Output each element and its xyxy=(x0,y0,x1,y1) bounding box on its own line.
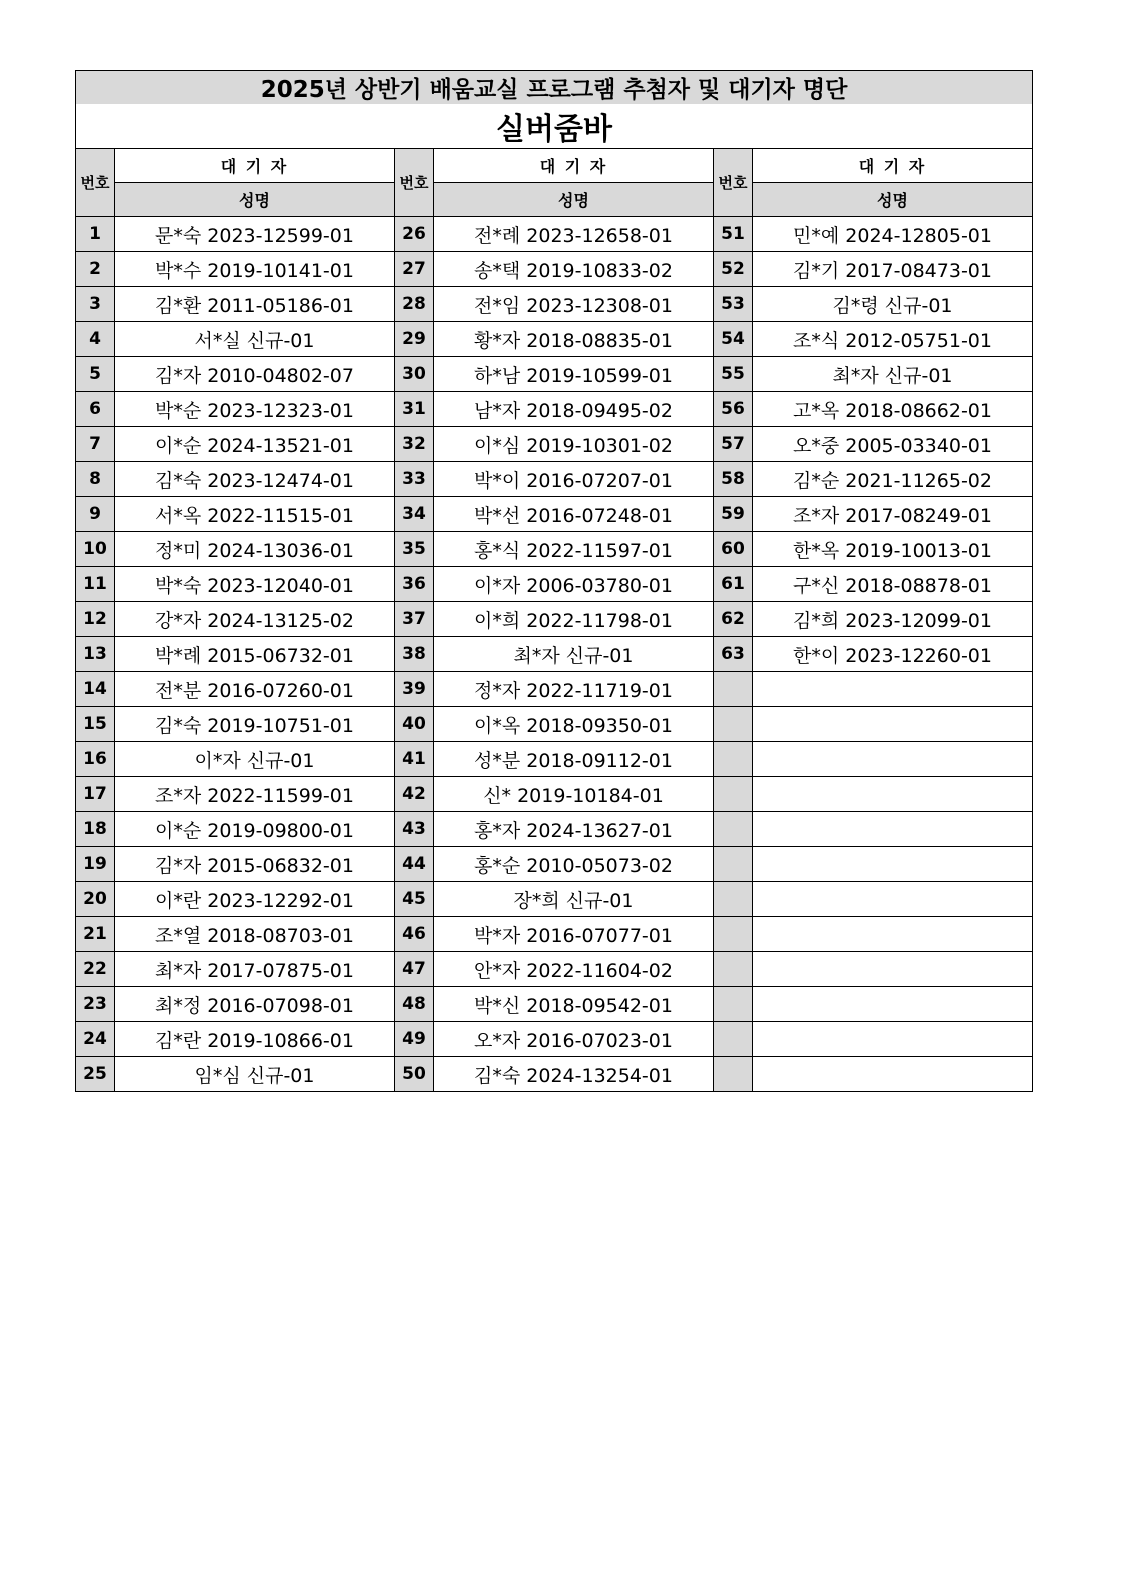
entry-name: 문*숙 2023-12599-01 xyxy=(115,217,395,252)
entry-number: 33 xyxy=(395,462,434,497)
entry-name: 박*순 2023-12323-01 xyxy=(115,392,395,427)
table-row xyxy=(76,917,1033,952)
entry-name: 김*숙 2019-10751-01 xyxy=(115,707,395,742)
entry-name: 구*신 2018-08878-01 xyxy=(753,567,1033,602)
entry-number xyxy=(714,742,753,777)
table-row xyxy=(76,1057,1033,1092)
entry-number: 34 xyxy=(395,497,434,532)
table-row xyxy=(76,952,1033,987)
entry-name: 조*열 2018-08703-01 xyxy=(115,917,395,952)
entry-number: 4 xyxy=(76,322,115,357)
entry-name: 강*자 2024-13125-02 xyxy=(115,602,395,637)
entry-number: 26 xyxy=(395,217,434,252)
entry-number xyxy=(714,987,753,1022)
entry-name: 조*식 2012-05751-01 xyxy=(753,322,1033,357)
entry-name: 장*희 신규-01 xyxy=(434,882,714,917)
entry-number: 60 xyxy=(714,532,753,567)
entry-number xyxy=(714,882,753,917)
table-row xyxy=(76,392,1033,427)
entry-name: 홍*식 2022-11597-01 xyxy=(434,532,714,567)
entry-number xyxy=(714,777,753,812)
entry-number xyxy=(714,672,753,707)
entry-name: 이*자 신규-01 xyxy=(115,742,395,777)
table-row xyxy=(76,987,1033,1022)
entry-name: 이*심 2019-10301-02 xyxy=(434,427,714,462)
entry-number: 47 xyxy=(395,952,434,987)
column-header-waitlist: 대 기 자 xyxy=(434,149,714,183)
entry-number: 63 xyxy=(714,637,753,672)
column-header-number: 번호 xyxy=(76,149,115,217)
entry-number: 55 xyxy=(714,357,753,392)
entry-name: 이*자 2006-03780-01 xyxy=(434,567,714,602)
entry-name: 김*환 2011-05186-01 xyxy=(115,287,395,322)
entry-name: 박*수 2019-10141-01 xyxy=(115,252,395,287)
entry-number: 3 xyxy=(76,287,115,322)
entry-number: 38 xyxy=(395,637,434,672)
entry-name: 안*자 2022-11604-02 xyxy=(434,952,714,987)
entry-name: 김*란 2019-10866-01 xyxy=(115,1022,395,1057)
table-row xyxy=(76,637,1033,672)
table-row xyxy=(76,357,1033,392)
entry-number: 51 xyxy=(714,217,753,252)
entry-name xyxy=(753,1057,1033,1092)
entry-number: 13 xyxy=(76,637,115,672)
entry-number: 18 xyxy=(76,812,115,847)
entry-name: 정*자 2022-11719-01 xyxy=(434,672,714,707)
entry-name: 최*정 2016-07098-01 xyxy=(115,987,395,1022)
table-row xyxy=(76,882,1033,917)
entry-name: 박*이 2016-07207-01 xyxy=(434,462,714,497)
entry-name xyxy=(753,707,1033,742)
entry-number: 54 xyxy=(714,322,753,357)
entry-number: 40 xyxy=(395,707,434,742)
entry-number xyxy=(714,917,753,952)
entry-name xyxy=(753,952,1033,987)
entry-name: 오*자 2016-07023-01 xyxy=(434,1022,714,1057)
page-title: 2025년 상반기 배움교실 프로그램 추첨자 및 대기자 명단 xyxy=(76,71,1033,105)
entry-number: 12 xyxy=(76,602,115,637)
entry-name: 한*이 2023-12260-01 xyxy=(753,637,1033,672)
entry-number: 49 xyxy=(395,1022,434,1057)
entry-name: 조*자 2022-11599-01 xyxy=(115,777,395,812)
entry-name: 전*분 2016-07260-01 xyxy=(115,672,395,707)
table-row xyxy=(76,567,1033,602)
entry-number xyxy=(714,1057,753,1092)
entry-number: 53 xyxy=(714,287,753,322)
entry-name: 홍*순 2010-05073-02 xyxy=(434,847,714,882)
entry-name xyxy=(753,742,1033,777)
entry-name: 한*옥 2019-10013-01 xyxy=(753,532,1033,567)
entry-name: 김*기 2017-08473-01 xyxy=(753,252,1033,287)
entry-number: 37 xyxy=(395,602,434,637)
entry-name: 임*심 신규-01 xyxy=(115,1057,395,1092)
entry-name: 이*순 2019-09800-01 xyxy=(115,812,395,847)
table-row xyxy=(76,532,1033,567)
entry-name: 황*자 2018-08835-01 xyxy=(434,322,714,357)
column-header-number: 번호 xyxy=(714,149,753,217)
table-row xyxy=(76,217,1033,252)
entry-name: 박*숙 2023-12040-01 xyxy=(115,567,395,602)
entry-number: 57 xyxy=(714,427,753,462)
entry-name: 김*순 2021-11265-02 xyxy=(753,462,1033,497)
table-row xyxy=(76,252,1033,287)
table-row xyxy=(76,287,1033,322)
entry-number: 29 xyxy=(395,322,434,357)
entry-name: 최*자 신규-01 xyxy=(434,637,714,672)
table-row xyxy=(76,812,1033,847)
program-name: 실버줌바 xyxy=(76,104,1033,149)
entry-number: 24 xyxy=(76,1022,115,1057)
entry-name: 전*례 2023-12658-01 xyxy=(434,217,714,252)
entry-number: 1 xyxy=(76,217,115,252)
entry-name xyxy=(753,812,1033,847)
entry-name: 박*자 2016-07077-01 xyxy=(434,917,714,952)
entry-name xyxy=(753,777,1033,812)
entry-name: 남*자 2018-09495-02 xyxy=(434,392,714,427)
waitlist-table xyxy=(75,70,1033,1092)
entry-number: 61 xyxy=(714,567,753,602)
entry-number: 31 xyxy=(395,392,434,427)
table-row xyxy=(76,427,1033,462)
entry-number: 39 xyxy=(395,672,434,707)
entry-number: 6 xyxy=(76,392,115,427)
entry-number: 5 xyxy=(76,357,115,392)
entry-number xyxy=(714,952,753,987)
entry-name: 박*례 2015-06732-01 xyxy=(115,637,395,672)
entry-name xyxy=(753,987,1033,1022)
entry-name: 김*자 2010-04802-07 xyxy=(115,357,395,392)
entry-number: 42 xyxy=(395,777,434,812)
entry-number: 14 xyxy=(76,672,115,707)
entry-number: 52 xyxy=(714,252,753,287)
entry-name: 김*령 신규-01 xyxy=(753,287,1033,322)
entry-number: 20 xyxy=(76,882,115,917)
entry-number: 30 xyxy=(395,357,434,392)
column-header-name: 성명 xyxy=(115,183,395,217)
entry-name: 하*남 2019-10599-01 xyxy=(434,357,714,392)
entry-number: 2 xyxy=(76,252,115,287)
entry-number: 17 xyxy=(76,777,115,812)
entry-number: 23 xyxy=(76,987,115,1022)
entry-number: 36 xyxy=(395,567,434,602)
entry-number: 32 xyxy=(395,427,434,462)
entry-number: 59 xyxy=(714,497,753,532)
table-row xyxy=(76,707,1033,742)
entry-number xyxy=(714,847,753,882)
entry-number: 48 xyxy=(395,987,434,1022)
entry-name xyxy=(753,672,1033,707)
entry-number: 62 xyxy=(714,602,753,637)
entry-name: 조*자 2017-08249-01 xyxy=(753,497,1033,532)
entry-name: 이*란 2023-12292-01 xyxy=(115,882,395,917)
column-header-name: 성명 xyxy=(753,183,1033,217)
entry-name: 신* 2019-10184-01 xyxy=(434,777,714,812)
entry-name: 김*자 2015-06832-01 xyxy=(115,847,395,882)
entry-number: 19 xyxy=(76,847,115,882)
entry-number: 58 xyxy=(714,462,753,497)
table-row xyxy=(76,497,1033,532)
column-header-waitlist: 대 기 자 xyxy=(115,149,395,183)
entry-name: 홍*자 2024-13627-01 xyxy=(434,812,714,847)
table-row xyxy=(76,777,1033,812)
entry-name: 이*옥 2018-09350-01 xyxy=(434,707,714,742)
entry-name xyxy=(753,917,1033,952)
table-row xyxy=(76,462,1033,497)
entry-number: 9 xyxy=(76,497,115,532)
entry-name: 고*옥 2018-08662-01 xyxy=(753,392,1033,427)
entry-name: 김*숙 2023-12474-01 xyxy=(115,462,395,497)
entry-number: 11 xyxy=(76,567,115,602)
entry-number: 10 xyxy=(76,532,115,567)
entry-number: 25 xyxy=(76,1057,115,1092)
entry-number: 28 xyxy=(395,287,434,322)
entry-name xyxy=(753,847,1033,882)
entry-name: 서*실 신규-01 xyxy=(115,322,395,357)
entry-number: 22 xyxy=(76,952,115,987)
table-row xyxy=(76,847,1033,882)
entry-number: 15 xyxy=(76,707,115,742)
entry-number: 50 xyxy=(395,1057,434,1092)
entry-name xyxy=(753,1022,1033,1057)
entry-name: 박*신 2018-09542-01 xyxy=(434,987,714,1022)
entry-name: 성*분 2018-09112-01 xyxy=(434,742,714,777)
entry-number xyxy=(714,707,753,742)
column-header-name: 성명 xyxy=(434,183,714,217)
entry-number: 16 xyxy=(76,742,115,777)
entry-number: 44 xyxy=(395,847,434,882)
entry-name: 이*순 2024-13521-01 xyxy=(115,427,395,462)
column-header-number: 번호 xyxy=(395,149,434,217)
table-row xyxy=(76,322,1033,357)
entry-number: 27 xyxy=(395,252,434,287)
entry-number: 46 xyxy=(395,917,434,952)
entry-name: 정*미 2024-13036-01 xyxy=(115,532,395,567)
entry-number: 21 xyxy=(76,917,115,952)
entry-name: 이*희 2022-11798-01 xyxy=(434,602,714,637)
entry-name: 김*희 2023-12099-01 xyxy=(753,602,1033,637)
column-header-waitlist: 대 기 자 xyxy=(753,149,1033,183)
table-row xyxy=(76,1022,1033,1057)
entry-number: 43 xyxy=(395,812,434,847)
entry-name: 오*중 2005-03340-01 xyxy=(753,427,1033,462)
entry-number: 8 xyxy=(76,462,115,497)
entry-name: 박*선 2016-07248-01 xyxy=(434,497,714,532)
entry-name: 최*자 2017-07875-01 xyxy=(115,952,395,987)
entry-number xyxy=(714,812,753,847)
table-row xyxy=(76,602,1033,637)
entry-number: 45 xyxy=(395,882,434,917)
entry-number: 35 xyxy=(395,532,434,567)
table-row xyxy=(76,672,1033,707)
entry-name xyxy=(753,882,1033,917)
entry-name: 최*자 신규-01 xyxy=(753,357,1033,392)
entry-name: 전*임 2023-12308-01 xyxy=(434,287,714,322)
entry-name: 김*숙 2024-13254-01 xyxy=(434,1057,714,1092)
entry-name: 송*택 2019-10833-02 xyxy=(434,252,714,287)
entry-number: 56 xyxy=(714,392,753,427)
entry-number: 41 xyxy=(395,742,434,777)
entry-name: 서*옥 2022-11515-01 xyxy=(115,497,395,532)
entry-number: 7 xyxy=(76,427,115,462)
entry-name: 민*예 2024-12805-01 xyxy=(753,217,1033,252)
entry-number xyxy=(714,1022,753,1057)
table-row xyxy=(76,742,1033,777)
